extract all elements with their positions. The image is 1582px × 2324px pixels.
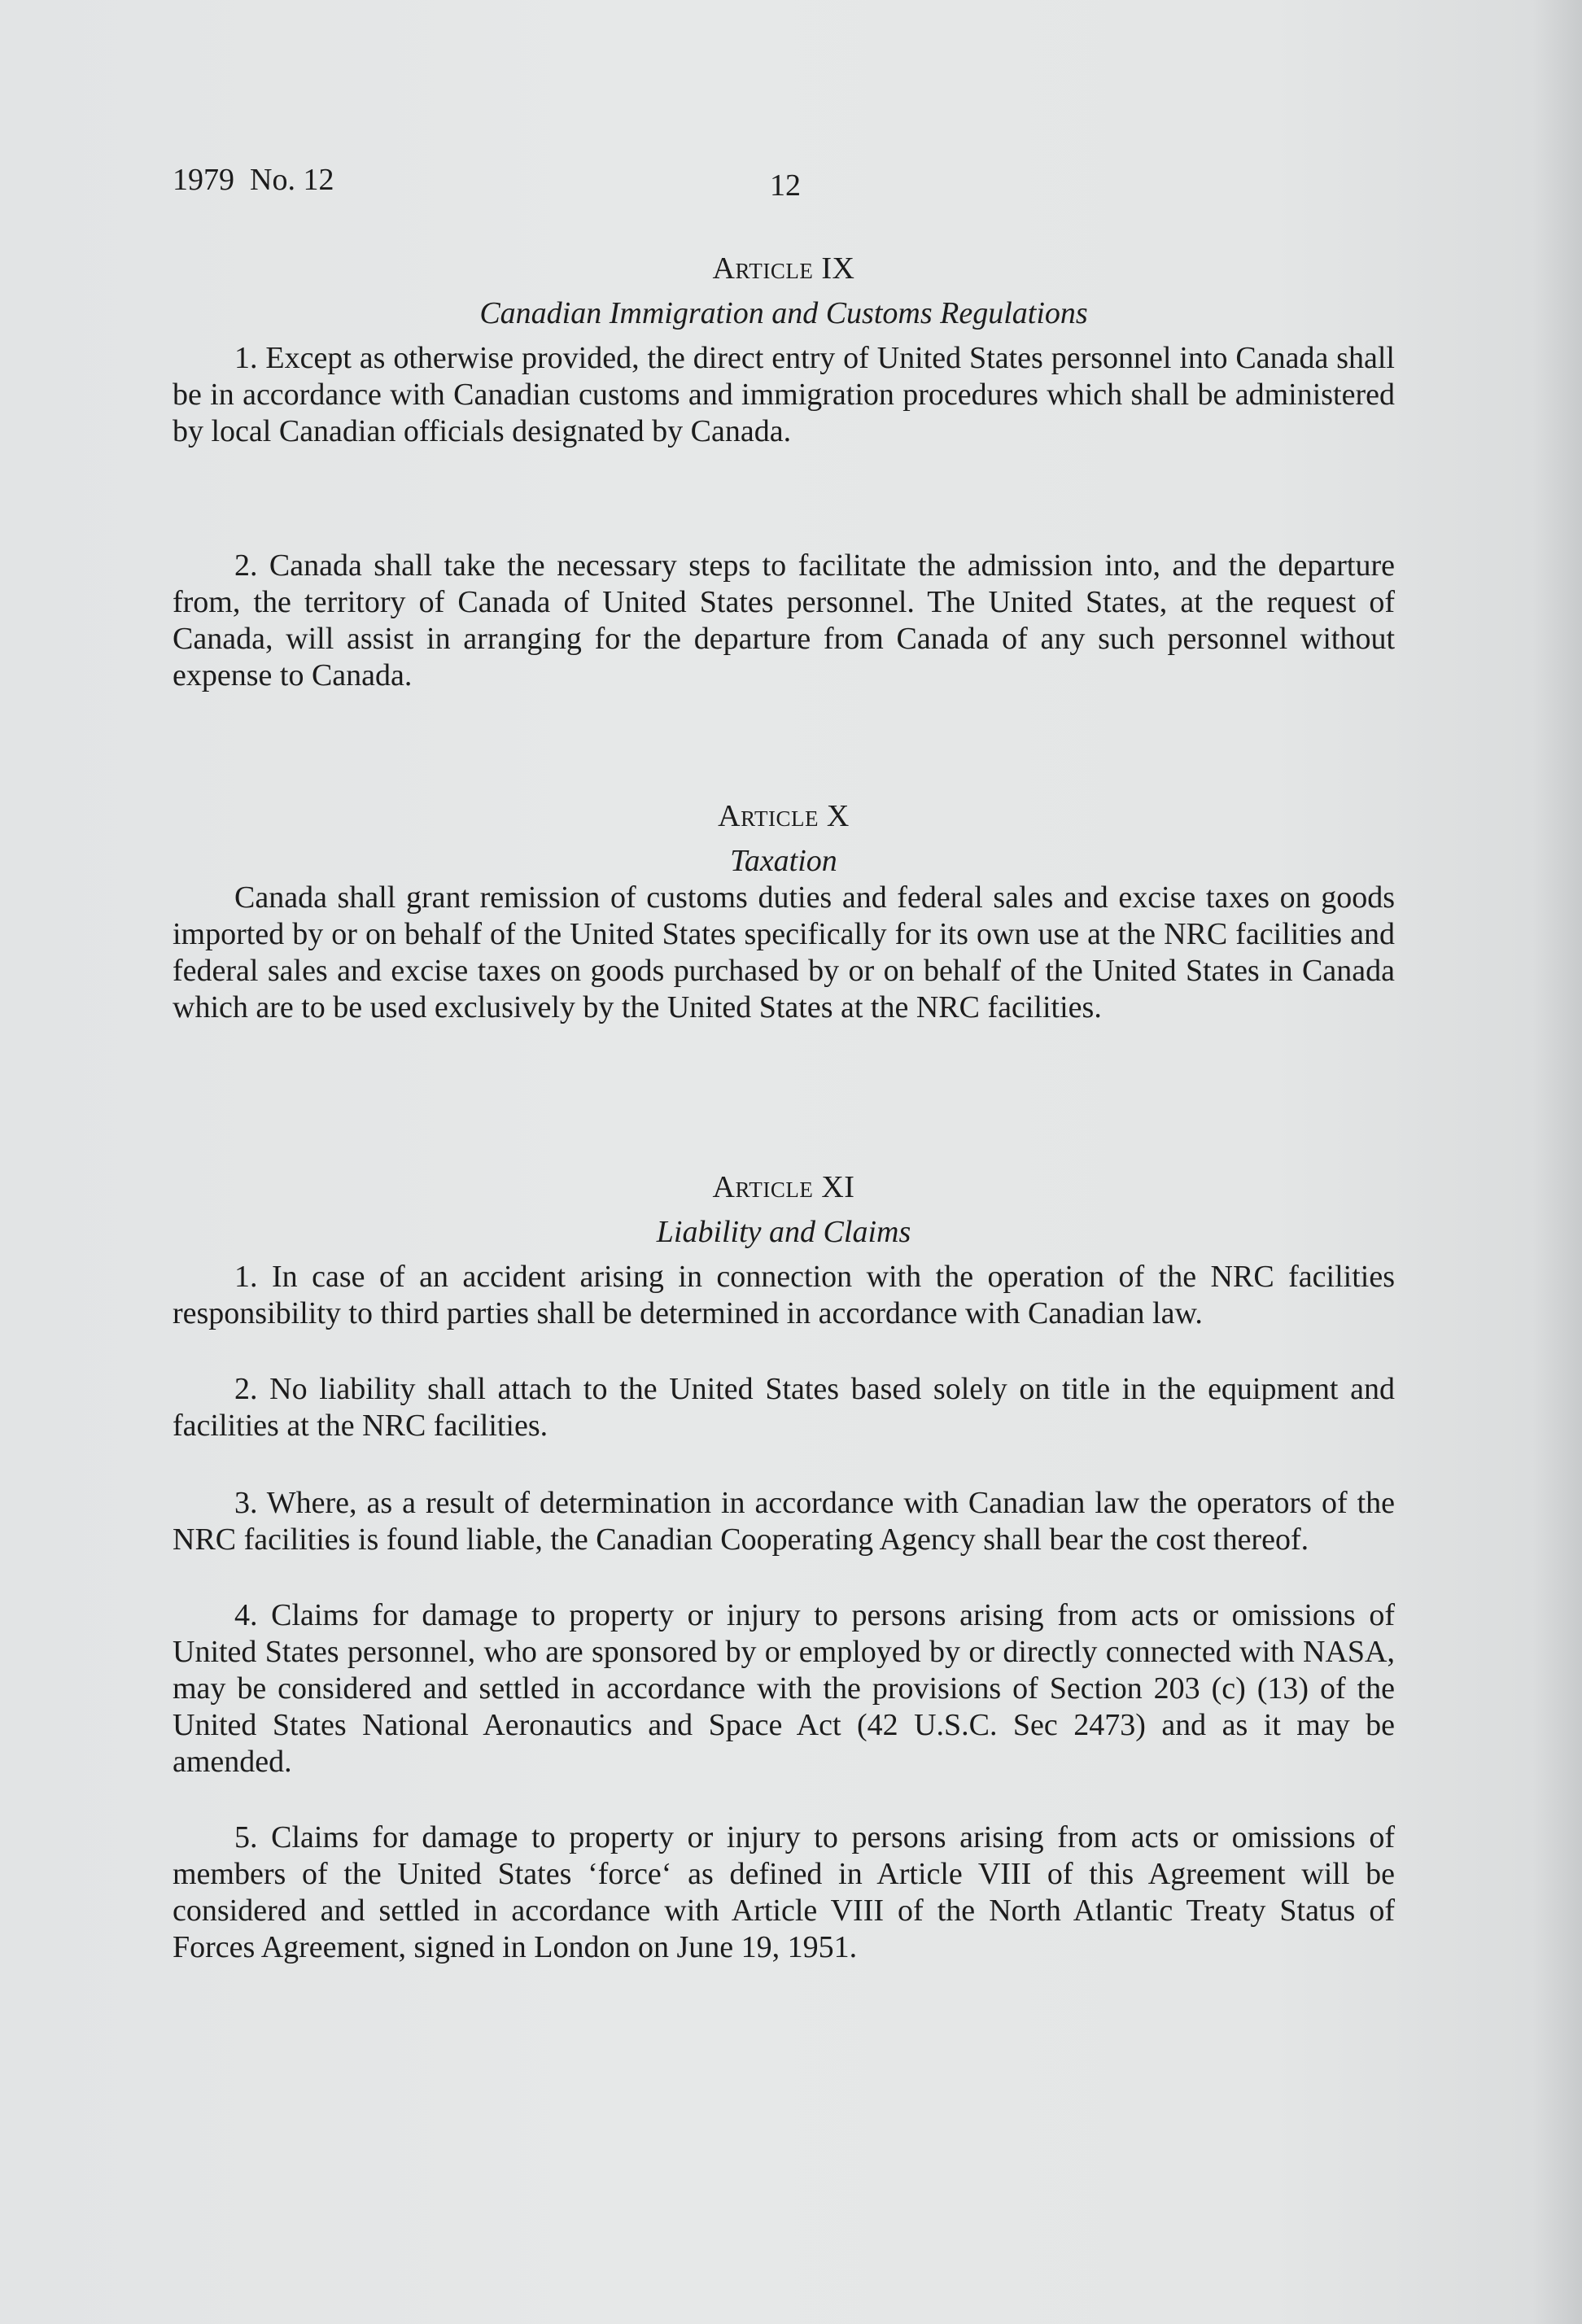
article-xi xyxy=(173,1169,1395,1966)
article-heading: Article X xyxy=(718,799,850,833)
article-title: Canadian Immigration and Customs Regulations xyxy=(479,296,1088,330)
paragraph: 4. Claims for damage to property or injury to persons arising from acts or omissions of United States personnel, who are sponsored by or employed by or directly connected with NASA, may be considered and settled in accordance with the provisions of Section 203 (c) (13) of the United States National Aeronautics and Space Act (42 U.S.C. Sec 2473) and as it may be amended. xyxy=(173,1598,1395,1779)
paragraph: 2. Canada shall take the necessary steps to facilitate the admission into, and the departure from, the territory of Canada of United States personnel. The United States, at the request of Canada, will assist in arranging for the departure from Canada of any such personnel without expense to Canada. xyxy=(173,548,1395,692)
article-title: Liability and Claims xyxy=(656,1215,911,1249)
paragraph: 2. No liability shall attach to the United States based solely on title in the equipment and facilities at the NRC facilities. xyxy=(173,1372,1395,1443)
document-reference: 1979 No. 12 xyxy=(173,163,334,197)
paragraph: 1. Except as otherwise provided, the direct entry of United States personnel into Canada shall be in accordance with Canadian customs and immigration procedures which shall be administered by local Canadian officials designated by Canada. xyxy=(173,341,1395,448)
paragraph: 3. Where, as a result of determination in accordance with Canadian law the operators of the NRC facilities is found liable, the Canadian Cooperating Agency shall bear the cost thereof. xyxy=(173,1486,1395,1557)
paragraph: Canada shall grant remission of customs duties and federal sales and excise taxes on goods imported by or on behalf of the United States specifically for its own use at the NRC facilities and federal sales and excise taxes on goods purchased by or on behalf of the United States in Canada which are to be used exclusively by the United States at the NRC facilities. xyxy=(173,880,1395,1024)
paragraph: 1. In case of an accident arising in connection with the operation of the NRC facilities responsibility to third parties shall be determined in accordance with Canadian law. xyxy=(173,1260,1395,1330)
article-heading: Article XI xyxy=(712,1170,855,1204)
paragraph: 5. Claims for damage to property or injury to persons arising from acts or omissions of members of the United States ‘force‘ as defined in Article VIII of this Agreement will be considered and settled in accordance with Article VIII of the North Atlantic Treaty Status of Forces Agreement, signed in London on June 19, 1951. xyxy=(173,1820,1395,1964)
page-number: 12 xyxy=(770,168,801,203)
article-heading: Article IX xyxy=(712,251,855,286)
article-x xyxy=(173,798,1395,1026)
document-body xyxy=(173,251,1395,1966)
article-title: Taxation xyxy=(730,844,837,878)
page-edge-shadow xyxy=(1533,0,1582,2324)
article-ix xyxy=(173,251,1395,694)
